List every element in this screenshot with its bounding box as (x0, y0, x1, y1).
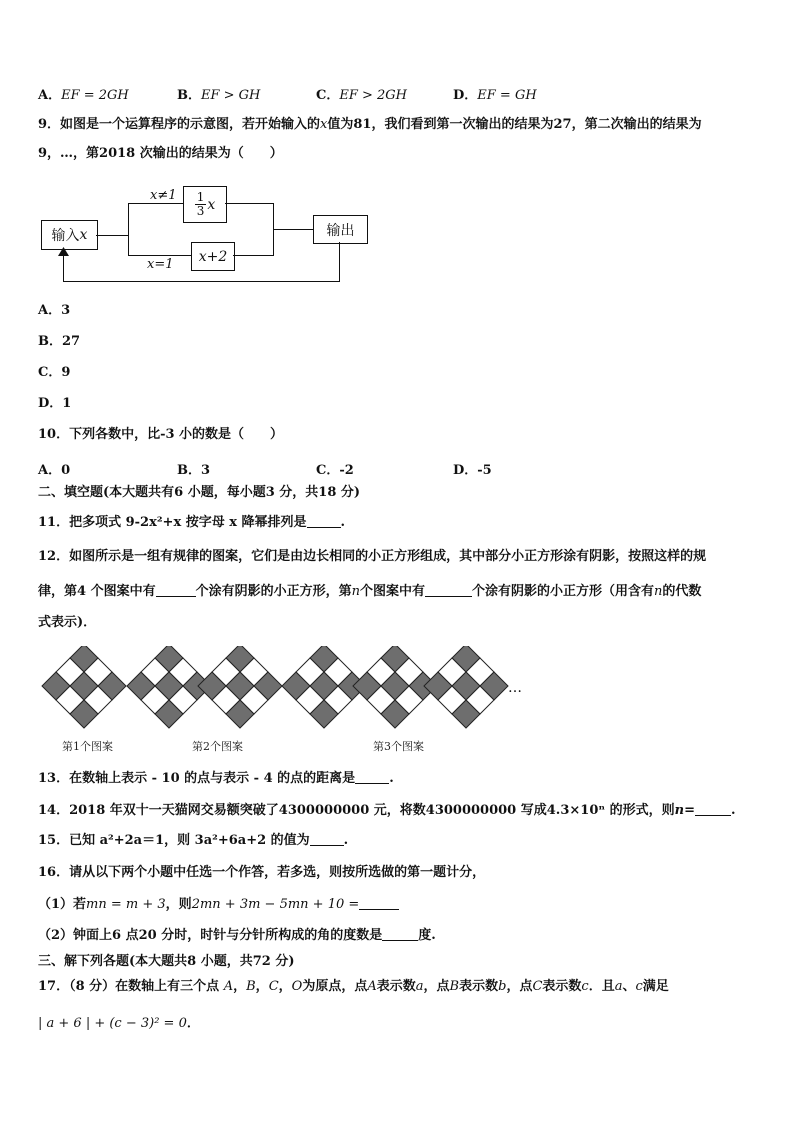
q17-stem: 17．（8 分）在数轴上有三个点 A，B，C，O为原点，点A表示数a，点B表示数b，点C表示数c．且a、c满足 (38, 979, 669, 994)
q10-option-b: B．3 (177, 463, 211, 478)
q16-sub1: （1）若mn = m + 3，则2mn + 3m − 5mn + 10 = (38, 897, 399, 913)
q12-pattern-figure (40, 646, 540, 736)
q12-stem-line3: 式表示)． (38, 615, 97, 630)
flow-line (128, 203, 129, 255)
q14-stem: 14．2018 年双十一天猫网交易额突破了4300000000 元，将数4300000000 写成4.3×10ⁿ 的形式，则n= . (38, 803, 736, 818)
flow-third-box: 1 3 x (183, 186, 227, 223)
q9-option-c: C．9 (38, 365, 71, 380)
q9-option-b: B．27 (38, 334, 81, 349)
section-fill-in-title: 二、填空题(本大题共有6 小题，每小题3 分，共18 分) (38, 485, 361, 500)
pattern-ellipsis: … (508, 680, 522, 696)
q8-option-c: C．EF > 2GH (316, 88, 408, 103)
q8-option-b: B．EF > GH (177, 88, 261, 103)
q10-stem: 10．下列各数中，比-3 小的数是（ ） (38, 427, 284, 442)
q10-option-a: A．0 (38, 463, 71, 478)
pattern-3 (282, 646, 508, 728)
q10-option-c: C．-2 (316, 463, 354, 478)
fraction-one-third: 1 3 (196, 190, 205, 218)
q9-option-a: A．3 (38, 303, 71, 318)
flow-line (233, 255, 274, 256)
flow-line (225, 203, 274, 204)
flow-line (273, 229, 313, 230)
q17-condition: | a + 6 | + (c − 3)² = 0． (38, 1016, 200, 1031)
flow-input-box: 输入 x (41, 220, 98, 250)
caption-pattern-2: 第2个图案 (192, 740, 243, 753)
q9-stem-line1: 9．如图是一个运算程序的示意图，若开始输入的x值为81，我们看到第一次输出的结果为27，第二次输出的结果为 (38, 117, 702, 132)
q8-option-a: A．EF = 2GH (38, 88, 129, 103)
flow-line (339, 242, 340, 282)
flow-line (96, 235, 128, 236)
q16-sub2: （2）钟面上6 点20 分时，时针与分针所构成的角的度数是 度. (38, 928, 436, 943)
caption-pattern-1: 第1个图案 (62, 740, 113, 753)
flow-plus-two-box: x+2 (191, 242, 235, 271)
q12-stem-line2: 律，第4 个图案中有 个涂有阴影的小正方形，第n个图案中有 个涂有阴影的小正方形（用含有n的代数 (38, 584, 702, 599)
q9-stem-line2: 9，…，第2018 次输出的结果为（ ） (38, 146, 283, 161)
q11-stem: 11．把多项式 9-2x²+x 按字母 x 降幂排列是 . (38, 515, 346, 530)
q12-stem-line1: 12．如图所示是一组有规律的图案，它们是由边长相同的小正方形组成，其中部分小正方形涂有阴影，按照这样的规 (38, 549, 707, 564)
flow-line (128, 203, 183, 204)
flow-line (63, 252, 64, 282)
q10-option-d: D．-5 (453, 463, 492, 478)
pattern-2 (127, 646, 282, 728)
flow-line (63, 281, 340, 282)
q8-option-d: D．EF = GH (453, 88, 537, 103)
flow-condition-bottom: x=1 (147, 257, 174, 272)
flow-output-box: 输出 (313, 215, 368, 244)
section-solve-title: 三、解下列各题(本大题共8 小题，共72 分) (38, 954, 295, 969)
flow-line (128, 255, 191, 256)
q13-stem: 13．在数轴上表示 - 10 的点与表示 - 4 的点的距离是 . (38, 771, 394, 786)
caption-pattern-3: 第3个图案 (373, 740, 424, 753)
flow-condition-top: x≠1 (150, 188, 177, 203)
q9-option-d: D．1 (38, 396, 72, 411)
flow-arrow-up-icon (58, 247, 69, 256)
q15-stem: 15．已知 a²+2a＝1，则 3a²+6a+2 的值为 . (38, 833, 349, 848)
pattern-1 (42, 646, 126, 728)
q16-stem: 16．请从以下两个小题中任选一个作答，若多选，则按所选做的第一题计分， (38, 865, 486, 880)
